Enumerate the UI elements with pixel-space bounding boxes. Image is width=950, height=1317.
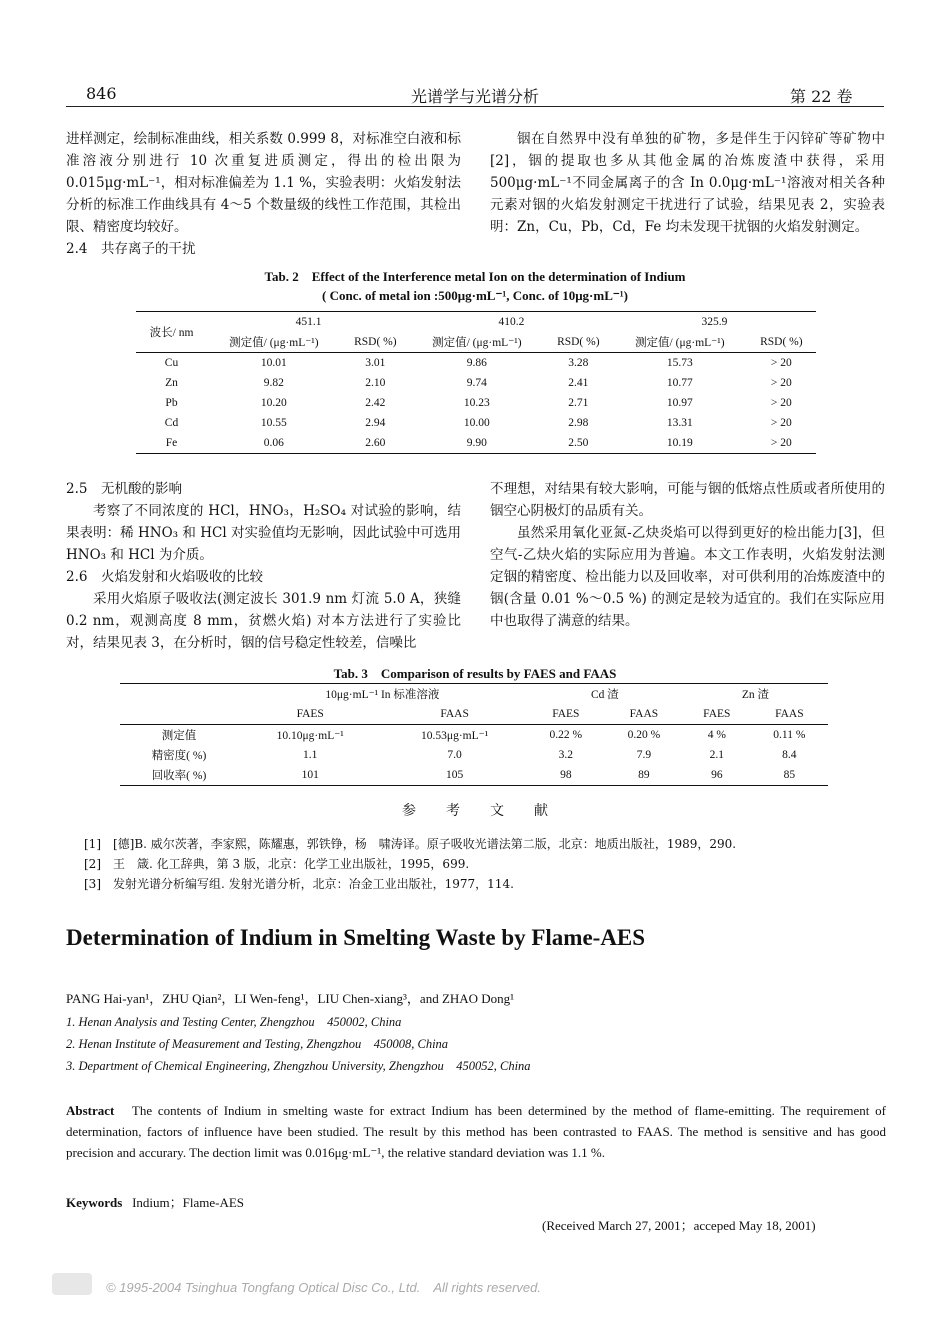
left-column-top [66,128,461,260]
table-cell: Cd [164,417,179,429]
copyright-footer: © 1995-2004 Tsinghua Tongfang Optical Disc Co., Ltd. All rights reserved. [106,1280,541,1295]
table-cell: 10.10μg·mL⁻¹ [276,730,344,742]
table-cell: 测定值 [161,730,197,742]
table-cell: 10.53μg·mL⁻¹ [421,730,489,742]
table3-subheader: FAES [296,708,324,720]
table-cell: 1.1 [303,749,318,761]
table-cell: 10.97 [666,397,693,409]
table-cell: 9.74 [466,377,487,389]
table-row [136,393,816,413]
table-cell: 98 [560,769,572,781]
table2-wavelength-2: 410.2 [498,316,525,328]
table-row [136,413,816,433]
table-row [120,765,828,786]
table-cell: 10.55 [260,417,287,429]
table-cell: 10.20 [260,397,287,409]
affiliation-1: 1. Henan Analysis and Testing Center, Zhengzhou 450002, China [66,1015,402,1029]
table-cell: 2.1 [709,749,724,761]
english-abstract [66,1100,886,1163]
table-cell: 10.77 [666,377,693,389]
table-cell: 13.31 [666,417,693,429]
table-cell: Zn [165,377,178,389]
table3-group-standard: 10μg·mL⁻¹ In 标准溶液 [325,689,440,701]
table-cell: 89 [638,769,650,781]
table-cell: 9.82 [263,377,284,389]
paragraph-conclusion: 虽然采用氧化亚氮-乙炔炎焰可以得到更好的检出能力[3]，但空气-乙炔火焰的实际应用为普遍。本文工作表明，火焰发射法测定铟的精密度、检出能力以及回收率，对可供利用的冶炼废渣中的铟(含量 0.01 %～0.5 %) 的测定是较为适宜的。我们在实际应用中也取得了满意的结果。 [490,525,885,629]
table-cell: 0.20 % [627,729,661,741]
abstract-label: Abstract [66,1103,115,1118]
paragraph-acid-effect: 考察了不同浓度的 HCl，HNO₃，H₂SO₄ 对试验的影响，结果表明：稀 HNO₃ 和 HCl 对实验值均无影响，因此试验中可选用 HNO₃ 和 HCl 为介质。 [66,503,461,563]
keywords-text: Indium；Flame-AES [132,1195,245,1210]
keywords-label: Keywords [66,1195,123,1210]
right-column-middle [490,478,885,632]
table-cell: > 20 [770,357,792,369]
table2-caption-line1: Tab. 2 Effect of the Interference metal Ion on the determination of Indium [264,269,686,284]
volume-label: 第 22 卷 [790,87,853,106]
table2-rsd-header: RSD( %) [760,336,803,348]
table-cell: 2.42 [365,397,386,409]
table-cell: 2.10 [365,377,386,389]
table-cell: > 20 [770,417,792,429]
affiliation-3: 3. Department of Chemical Engineering, Zhengzhou University, Zhengzhou 450052, China [66,1059,531,1073]
table-row [120,725,828,746]
keywords-line [66,1192,244,1211]
table3-group-zn: Zn 渣 [741,689,770,701]
reference-item: [1] [德]B. 威尔茨著，李家熙，陈耀惠，郭铁铮，杨 啸涛译。原子吸收光谱法第二版，北京：地质出版社，1989，290. [84,837,737,851]
table2-rsd-header: RSD( %) [557,336,600,348]
table-cell: 3.28 [568,357,589,369]
table-cell: 10.01 [260,357,287,369]
table-row [120,745,828,765]
table-cell: 9.90 [466,437,487,449]
table-cell: 85 [783,769,796,781]
table3-subheader: FAES [552,708,580,720]
publisher-logo-icon [52,1273,92,1295]
affiliation-2: 2. Henan Institute of Measurement and Testing, Zhengzhou 450008, China [66,1037,449,1051]
english-authors: PANG Hai-yan¹，ZHU Qian²，LI Wen-feng¹，LIU Chen-xiang³，and ZHAO Dong¹ [66,991,515,1006]
reference-item: [2] 王 箴. 化工辞典，第 3 版，北京：化学工业出版社，1995，699. [84,857,470,871]
table-cell: 3.2 [558,749,574,761]
table-row [136,433,816,454]
table-cell: 8.4 [782,749,797,761]
paragraph-continuation: 进样测定，绘制标准曲线，相关系数 0.999 8，对标准空白液和标准溶液分别进行 10 次重复进质测定，得出的检出限为 0.015μg·mL⁻¹，相对标准偏差为 1.1 %，实验表明：火焰发射法分析的标准工作曲线具有 4～5 个数量级的线性工作范围，其检出限、精密度均较好。 [66,131,461,235]
abstract-text: The contents of Indium in smelting waste for extract Indium has been determined by the method of flame-emitting. The requirement of determination, factors of influence have been studied. The result by this method has been contrasted to FAAS. The method is sensitive and has good precision and accurary. The dection limit was 0.016μg·mL⁻¹, the relative standard deviation was 1.1 %. [66,1103,887,1160]
table3 [120,683,828,786]
section-2-5-heading: 2.5 无机酸的影响 [66,481,182,497]
table-row [136,373,816,393]
header-rule [66,106,884,107]
table-cell: 2.71 [568,397,589,409]
table-row [136,353,816,374]
table-cell: 0.22 % [549,729,583,741]
table2-measured-header: 测定值/ (μg·mL⁻¹) [635,337,725,349]
table3-subheader: FAAS [775,708,804,720]
table-cell: 101 [301,769,319,781]
table3-caption: Tab. 3 Comparison of results by FAES and FAAS [333,666,617,681]
right-column-top [490,128,885,238]
table-cell: 10.00 [463,417,490,429]
section-2-4-heading: 2.4 共存离子的干扰 [66,241,196,257]
table-cell: 4 % [707,729,726,741]
table2-rsd-header: RSD( %) [354,336,397,348]
references-list [84,834,884,894]
section-2-6-heading: 2.6 火焰发射和火焰吸收的比较 [66,569,263,585]
table-cell: > 20 [770,437,792,449]
table-cell: 精密度( %) [151,750,207,762]
paragraph-comparison: 采用火焰原子吸收法(测定波长 301.9 nm 灯流 5.0 A，狭缝 0.2 nm，观测高度 8 mm，贫燃火焰) 对本方法进行了实验比对，结果见表 3，在分析时，铟的信号稳定性较差，信噪比 [66,591,461,651]
table2-wavelength-3: 325.9 [701,316,728,328]
table-cell: Cu [164,357,179,369]
table-cell: 10.19 [666,437,693,449]
received-date: (Received March 27, 2001；acceped May 18, 2001) [542,1218,816,1233]
table3-subheader: FAAS [629,708,659,720]
table2-measured-header: 测定值/ (μg·mL⁻¹) [229,337,319,349]
table2-wavelength-label: 波长/ nm [136,312,207,353]
table-cell: Pb [165,397,178,409]
table-cell: 2.60 [365,437,386,449]
paragraph-continuation: 不理想，对结果有较大影响，可能与铟的低熔点性质或者所使用的铟空心阴极灯的品质有关。 [490,481,885,519]
table-cell: 2.98 [568,417,589,429]
references-heading: 参考文献 [402,803,578,819]
table-cell: 2.41 [568,377,589,389]
table-cell: 105 [445,769,464,781]
english-title: Determination of Indium in Smelting Waste by Flame-AES [66,925,646,950]
table-cell: Fe [165,437,178,449]
table-cell: 0.11 % [773,729,806,741]
table2-wavelength-1: 451.1 [295,316,322,328]
table-cell: 7.0 [447,749,462,761]
paragraph-indium-interference: 铟在自然界中没有单独的矿物，多是伴生于闪锌矿等矿物中[2]，铟的提取也多从其他金属的冶炼废渣中获得，采用 500μg·mL⁻¹不同金属离子的含 In 0.0μg·mL⁻¹溶液对相关各种元素对铟的火焰发射测定干扰进行了试验，结果见表 2，实验表明：Zn，Cu，Pb，Cd，Fe 均未发现干扰铟的火焰发射测定。 [490,131,885,235]
reference-item: [3] 发射光谱分析编写组. 发射光谱分析，北京：冶金工业出版社，1977，114. [84,877,514,891]
table-cell: 96 [711,769,723,781]
table-cell: 9.86 [466,357,487,369]
table-cell: 7.9 [636,749,652,761]
table-cell: 2.94 [365,417,386,429]
table3-subheader: FAES [703,708,731,720]
table-cell: > 20 [770,397,792,409]
table-cell: 3.01 [365,357,386,369]
table-cell: 2.50 [568,437,589,449]
table3-subheader: FAAS [440,708,469,720]
table-cell: 10.23 [463,397,490,409]
table3-group-cd: Cd 渣 [590,689,619,701]
table-cell: 15.73 [666,357,693,369]
table2-caption-line2: ( Conc. of metal ion :500μg·mL⁻¹, Conc. of 10μg·mL⁻¹) [322,288,628,303]
table2 [136,311,816,454]
table-cell: 0.06 [263,437,284,449]
left-column-middle [66,478,461,654]
page-number: 846 [86,84,117,103]
table2-measured-header: 测定值/ (μg·mL⁻¹) [432,337,522,349]
journal-title: 光谱学与光谱分析 [410,87,539,106]
table-cell: > 20 [770,377,792,389]
table-cell: 回收率( %) [151,770,207,782]
